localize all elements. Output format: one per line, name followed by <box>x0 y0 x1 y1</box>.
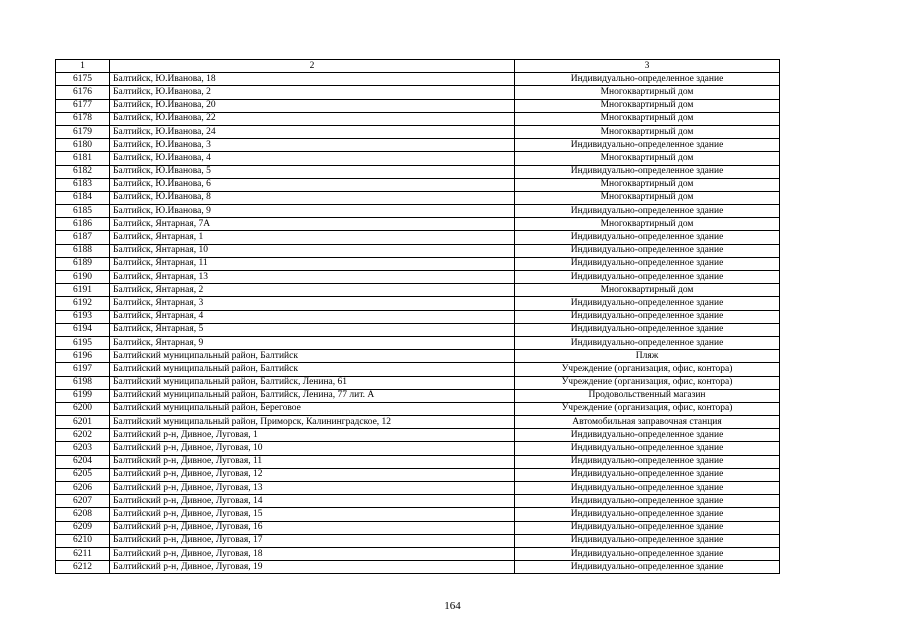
row-number-cell: 6183 <box>56 178 110 191</box>
building-type-cell: Индивидуально-определенное здание <box>515 547 780 560</box>
row-number-cell: 6179 <box>56 125 110 138</box>
table-row <box>56 125 780 138</box>
row-number-cell: 6175 <box>56 73 110 86</box>
address-cell: Балтийский муниципальный район, Балтийск, Ленина, 77 лит. А <box>110 389 515 402</box>
building-type-cell: Индивидуально-определенное здание <box>515 561 780 574</box>
address-cell: Балтийск, Янтарная, 7А <box>110 218 515 231</box>
row-number-cell: 6186 <box>56 218 110 231</box>
table-body <box>56 60 780 574</box>
table-row <box>56 152 780 165</box>
row-number-cell: 6211 <box>56 547 110 560</box>
address-cell: Балтийский р-н, Дивное, Луговая, 10 <box>110 442 515 455</box>
row-number-cell: 6177 <box>56 99 110 112</box>
address-cell: Балтийский р-н, Дивное, Луговая, 17 <box>110 534 515 547</box>
building-type-cell: Индивидуально-определенное здание <box>515 310 780 323</box>
address-cell: Балтийский р-н, Дивное, Луговая, 18 <box>110 547 515 560</box>
table-row <box>56 310 780 323</box>
row-number-cell: 6188 <box>56 244 110 257</box>
row-number-cell: 6199 <box>56 389 110 402</box>
address-table <box>55 59 780 574</box>
row-number-cell: 6185 <box>56 205 110 218</box>
building-type-cell: Индивидуально-определенное здание <box>515 73 780 86</box>
table-row <box>56 191 780 204</box>
address-cell: Балтийск, Янтарная, 13 <box>110 271 515 284</box>
table-row <box>56 86 780 99</box>
address-cell: Балтийск, Ю.Иванова, 5 <box>110 165 515 178</box>
row-number-cell: 6191 <box>56 284 110 297</box>
building-type-cell: Многоквартирный дом <box>515 86 780 99</box>
table-row <box>56 73 780 86</box>
address-cell: Балтийск, Ю.Иванова, 2 <box>110 86 515 99</box>
building-type-cell: Многоквартирный дом <box>515 99 780 112</box>
address-cell: Балтийский муниципальный район, Балтийск <box>110 350 515 363</box>
table-row <box>56 402 780 415</box>
building-type-cell: Индивидуально-определенное здание <box>515 482 780 495</box>
building-type-cell: Индивидуально-определенное здание <box>515 257 780 270</box>
address-cell: Балтийск, Янтарная, 10 <box>110 244 515 257</box>
table-row <box>56 350 780 363</box>
table-row <box>56 495 780 508</box>
address-cell: Балтийск, Янтарная, 3 <box>110 297 515 310</box>
row-number-cell: 6197 <box>56 363 110 376</box>
table-row <box>56 416 780 429</box>
row-number-cell: 6210 <box>56 534 110 547</box>
row-number-cell: 6201 <box>56 416 110 429</box>
row-number-cell: 6190 <box>56 271 110 284</box>
table-row <box>56 363 780 376</box>
building-type-cell: Индивидуально-определенное здание <box>515 534 780 547</box>
table-row <box>56 429 780 442</box>
address-cell: Балтийский р-н, Дивное, Луговая, 14 <box>110 495 515 508</box>
building-type-cell: Индивидуально-определенное здание <box>515 468 780 481</box>
header-cell-2: 2 <box>110 60 515 73</box>
table-row <box>56 165 780 178</box>
table-row <box>56 323 780 336</box>
table-row <box>56 112 780 125</box>
table-row <box>56 389 780 402</box>
address-cell: Балтийск, Ю.Иванова, 9 <box>110 205 515 218</box>
table-row <box>56 547 780 560</box>
row-number-cell: 6180 <box>56 139 110 152</box>
row-number-cell: 6184 <box>56 191 110 204</box>
building-type-cell: Учреждение (организация, офис, контора) <box>515 402 780 415</box>
building-type-cell: Многоквартирный дом <box>515 112 780 125</box>
table-row <box>56 205 780 218</box>
address-cell: Балтийский р-н, Дивное, Луговая, 16 <box>110 521 515 534</box>
table-row <box>56 271 780 284</box>
building-type-cell: Индивидуально-определенное здание <box>515 336 780 349</box>
row-number-cell: 6205 <box>56 468 110 481</box>
table-row <box>56 297 780 310</box>
address-cell: Балтийск, Ю.Иванова, 4 <box>110 152 515 165</box>
row-number-cell: 6198 <box>56 376 110 389</box>
building-type-cell: Индивидуально-определенное здание <box>515 323 780 336</box>
row-number-cell: 6204 <box>56 455 110 468</box>
table-row <box>56 231 780 244</box>
address-cell: Балтийск, Ю.Иванова, 24 <box>110 125 515 138</box>
table-header-row <box>56 60 780 73</box>
table-row <box>56 99 780 112</box>
row-number-cell: 6189 <box>56 257 110 270</box>
building-type-cell: Учреждение (организация, офис, контора) <box>515 363 780 376</box>
building-type-cell: Индивидуально-определенное здание <box>515 521 780 534</box>
address-cell: Балтийск, Ю.Иванова, 6 <box>110 178 515 191</box>
address-cell: Балтийск, Янтарная, 11 <box>110 257 515 270</box>
header-cell-1: 1 <box>56 60 110 73</box>
building-type-cell: Индивидуально-определенное здание <box>515 139 780 152</box>
table-row <box>56 139 780 152</box>
building-type-cell: Индивидуально-определенное здание <box>515 231 780 244</box>
address-cell: Балтийск, Янтарная, 1 <box>110 231 515 244</box>
address-cell: Балтийский р-н, Дивное, Луговая, 12 <box>110 468 515 481</box>
row-number-cell: 6187 <box>56 231 110 244</box>
building-type-cell: Индивидуально-определенное здание <box>515 165 780 178</box>
table-row <box>56 561 780 574</box>
table-row <box>56 218 780 231</box>
address-cell: Балтийск, Ю.Иванова, 8 <box>110 191 515 204</box>
row-number-cell: 6207 <box>56 495 110 508</box>
row-number-cell: 6209 <box>56 521 110 534</box>
address-cell: Балтийский муниципальный район, Балтийск <box>110 363 515 376</box>
building-type-cell: Многоквартирный дом <box>515 191 780 204</box>
building-type-cell: Индивидуально-определенное здание <box>515 455 780 468</box>
address-cell: Балтийск, Янтарная, 4 <box>110 310 515 323</box>
building-type-cell: Индивидуально-определенное здание <box>515 244 780 257</box>
address-cell: Балтийский р-н, Дивное, Луговая, 19 <box>110 561 515 574</box>
row-number-cell: 6202 <box>56 429 110 442</box>
address-cell: Балтийск, Янтарная, 9 <box>110 336 515 349</box>
row-number-cell: 6181 <box>56 152 110 165</box>
row-number-cell: 6182 <box>56 165 110 178</box>
table-row <box>56 468 780 481</box>
building-type-cell: Многоквартирный дом <box>515 152 780 165</box>
address-cell: Балтийский р-н, Дивное, Луговая, 1 <box>110 429 515 442</box>
table-row <box>56 534 780 547</box>
address-cell: Балтийский р-н, Дивное, Луговая, 15 <box>110 508 515 521</box>
address-cell: Балтийск, Ю.Иванова, 18 <box>110 73 515 86</box>
building-type-cell: Многоквартирный дом <box>515 178 780 191</box>
building-type-cell: Автомобильная заправочная станция <box>515 416 780 429</box>
address-cell: Балтийск, Янтарная, 2 <box>110 284 515 297</box>
row-number-cell: 6208 <box>56 508 110 521</box>
address-cell: Балтийск, Ю.Иванова, 22 <box>110 112 515 125</box>
header-cell-3: 3 <box>515 60 780 73</box>
page-number: 164 <box>444 600 461 612</box>
building-type-cell: Индивидуально-определенное здание <box>515 429 780 442</box>
address-cell: Балтийск, Ю.Иванова, 3 <box>110 139 515 152</box>
building-type-cell: Многоквартирный дом <box>515 284 780 297</box>
address-cell: Балтийский муниципальный район, Балтийск, Ленина, 61 <box>110 376 515 389</box>
building-type-cell: Многоквартирный дом <box>515 218 780 231</box>
building-type-cell: Индивидуально-определенное здание <box>515 442 780 455</box>
table-row <box>56 376 780 389</box>
building-type-cell: Индивидуально-определенное здание <box>515 297 780 310</box>
building-type-cell: Индивидуально-определенное здание <box>515 205 780 218</box>
row-number-cell: 6196 <box>56 350 110 363</box>
table-row <box>56 442 780 455</box>
building-type-cell: Индивидуально-определенное здание <box>515 508 780 521</box>
address-cell: Балтийский муниципальный район, Береговое <box>110 402 515 415</box>
address-cell: Балтийский муниципальный район, Приморск, Калининградское, 12 <box>110 416 515 429</box>
row-number-cell: 6194 <box>56 323 110 336</box>
address-cell: Балтийский р-н, Дивное, Луговая, 11 <box>110 455 515 468</box>
row-number-cell: 6193 <box>56 310 110 323</box>
row-number-cell: 6206 <box>56 482 110 495</box>
building-type-cell: Продовольственный магазин <box>515 389 780 402</box>
row-number-cell: 6212 <box>56 561 110 574</box>
row-number-cell: 6176 <box>56 86 110 99</box>
row-number-cell: 6203 <box>56 442 110 455</box>
table-row <box>56 508 780 521</box>
table-row <box>56 284 780 297</box>
building-type-cell: Пляж <box>515 350 780 363</box>
building-type-cell: Многоквартирный дом <box>515 125 780 138</box>
table-row <box>56 257 780 270</box>
row-number-cell: 6195 <box>56 336 110 349</box>
table-row <box>56 244 780 257</box>
table-row <box>56 336 780 349</box>
row-number-cell: 6192 <box>56 297 110 310</box>
address-cell: Балтийск, Янтарная, 5 <box>110 323 515 336</box>
row-number-cell: 6178 <box>56 112 110 125</box>
table-row <box>56 521 780 534</box>
table-row <box>56 455 780 468</box>
table-row <box>56 482 780 495</box>
table-row <box>56 178 780 191</box>
building-type-cell: Учреждение (организация, офис, контора) <box>515 376 780 389</box>
building-type-cell: Индивидуально-определенное здание <box>515 495 780 508</box>
address-cell: Балтийск, Ю.Иванова, 20 <box>110 99 515 112</box>
building-type-cell: Индивидуально-определенное здание <box>515 271 780 284</box>
row-number-cell: 6200 <box>56 402 110 415</box>
address-cell: Балтийский р-н, Дивное, Луговая, 13 <box>110 482 515 495</box>
